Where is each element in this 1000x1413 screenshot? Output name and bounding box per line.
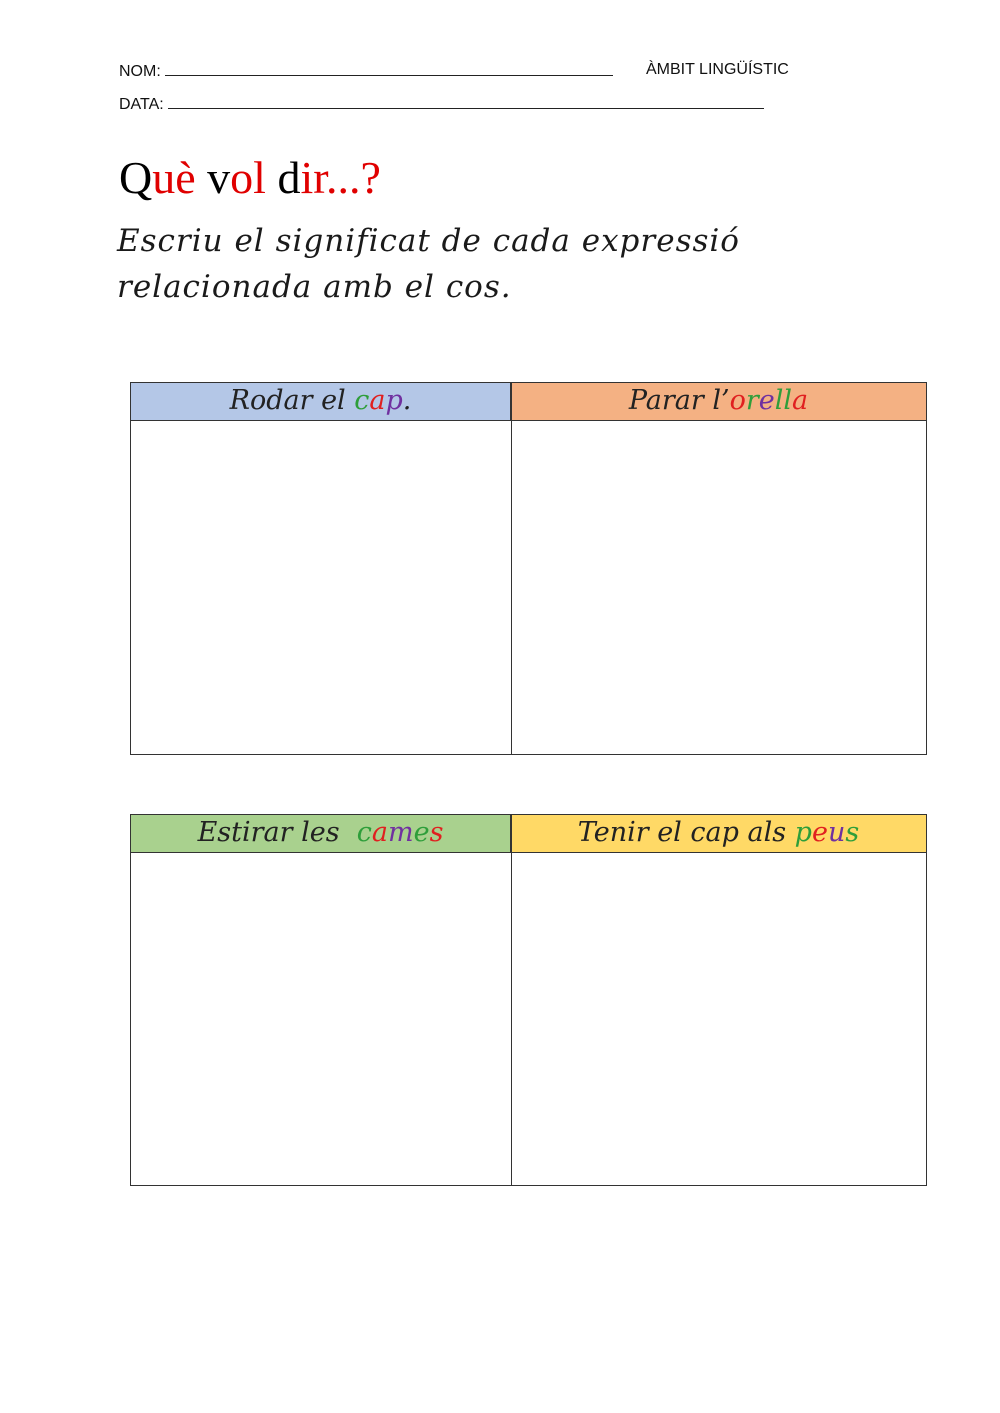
- expression-fragment: a: [371, 817, 388, 848]
- answer-box-rodar-el-cap[interactable]: [131, 421, 511, 754]
- expression-fragment: Rodar el: [229, 385, 355, 416]
- expression-fragment: Parar l’: [628, 385, 730, 416]
- title-fragment: [266, 152, 278, 203]
- expression-fragment: a: [369, 385, 386, 416]
- instructions: [117, 218, 817, 310]
- expression-fragment: p: [794, 817, 812, 848]
- expression-fragment: o: [729, 385, 746, 416]
- expression-fragment: Estirar les: [197, 817, 357, 848]
- expression-fragment: a: [792, 385, 809, 416]
- title-fragment: d: [277, 152, 301, 203]
- expression-fragment: e: [413, 817, 430, 848]
- expression-fragment: e: [811, 817, 828, 848]
- expression-fragment: m: [387, 817, 414, 848]
- expression-header-parar-lorella: [511, 383, 926, 421]
- answer-box-parar-lorella[interactable]: [512, 421, 926, 754]
- expression-table-1: [130, 382, 927, 755]
- answer-box-estirar-les-cames[interactable]: [131, 853, 511, 1185]
- name-label: NOM:: [119, 63, 161, 80]
- name-underline[interactable]: [165, 61, 613, 76]
- expression-fragment: Tenir el cap als: [577, 817, 795, 848]
- answer-box-tenir-el-cap-als-peus[interactable]: [512, 853, 926, 1185]
- title-fragment: Q: [119, 152, 153, 203]
- expression-fragment: ll: [774, 385, 793, 416]
- instructions-line-1: Escriu el significat de cada expressió: [117, 223, 740, 259]
- page-title: [119, 150, 381, 206]
- title-fragment: ir...?: [300, 152, 381, 203]
- expression-fragment: c: [356, 817, 372, 848]
- date-underline[interactable]: [168, 94, 764, 109]
- expression-fragment: s: [429, 817, 444, 848]
- expression-table-2: [130, 814, 927, 1186]
- title-fragment: v: [207, 152, 231, 203]
- expression-fragment: s: [845, 817, 860, 848]
- title-fragment: uè: [152, 152, 196, 203]
- expression-header-tenir-el-cap-als-peus: [511, 815, 926, 853]
- expression-fragment: u: [827, 817, 846, 848]
- expression-label: [131, 815, 510, 851]
- title-fragment: [196, 152, 208, 203]
- date-label: DATA:: [119, 96, 164, 113]
- expression-fragment: .: [402, 385, 412, 416]
- expression-fragment: e: [758, 385, 775, 416]
- expression-label: [511, 815, 926, 851]
- expression-fragment: r: [745, 385, 759, 416]
- expression-label: [511, 383, 926, 419]
- expression-header-rodar-el-cap: [131, 383, 511, 421]
- instructions-line-2: relacionada amb el cos.: [117, 269, 512, 305]
- expression-fragment: c: [354, 385, 370, 416]
- expression-header-estirar-les-cames: [131, 815, 511, 853]
- title-fragment: ol: [230, 152, 266, 203]
- expression-fragment: p: [385, 385, 403, 416]
- date-field-line[interactable]: [119, 94, 764, 114]
- subject-label: ÀMBIT LINGÜÍSTIC: [646, 61, 789, 78]
- expression-label: [131, 383, 510, 419]
- name-field-line[interactable]: [119, 61, 613, 81]
